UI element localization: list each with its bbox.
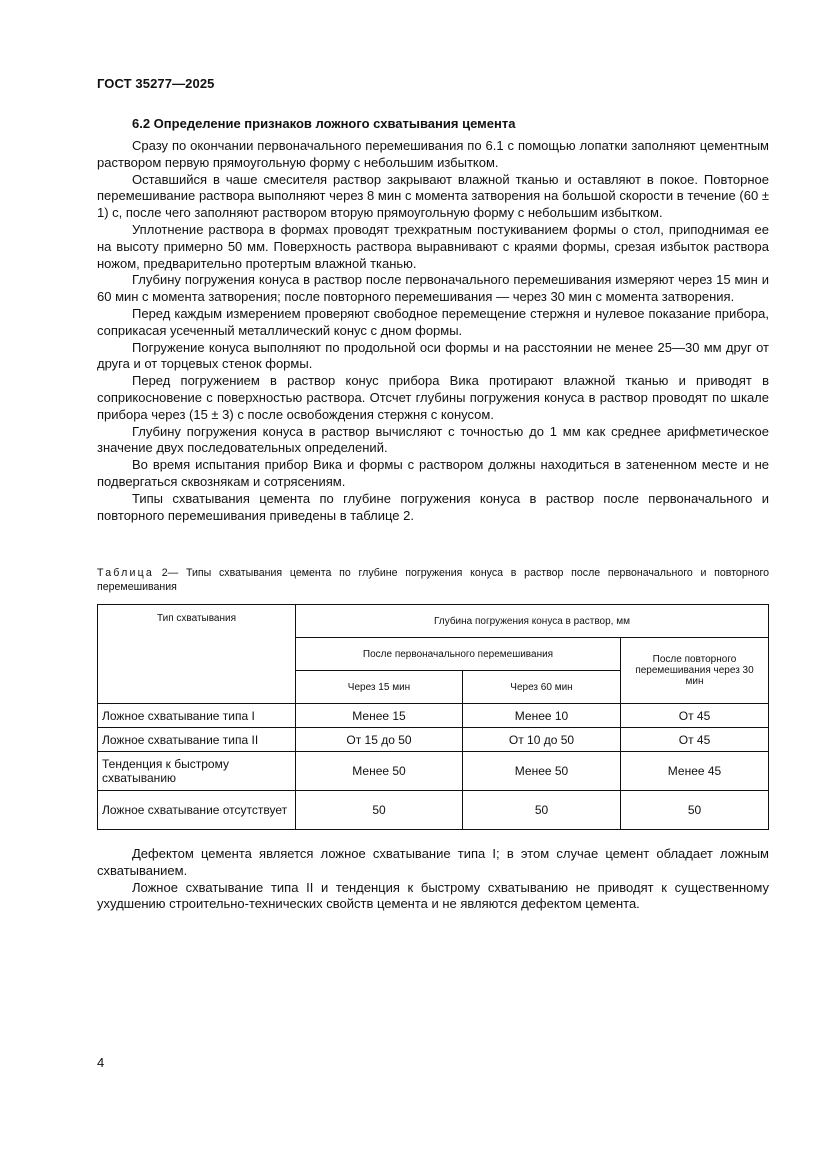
header-after-15-min: Через 15 мин	[296, 671, 463, 704]
cell-60-min: 50	[463, 791, 621, 830]
cell-15-min: От 15 до 50	[296, 728, 463, 752]
paragraph: Погружение конуса выполняют по продольной оси формы и на расстоянии не менее 25—30 мм друг от друга и от торцевых стенок формы.	[97, 339, 769, 372]
cell-60-min: Менее 50	[463, 752, 621, 791]
header-repeat-mixing: После повторного перемешивания через 30 мин	[621, 638, 769, 704]
cell-60-min: Менее 10	[463, 704, 621, 728]
body-text	[97, 138, 769, 524]
paragraph: Типы схватывания цемента по глубине погружения конуса в раствор после первоначального и повторного перемешивания приведены в таблице 2.	[97, 490, 769, 523]
paragraph: Перед погружением в раствор конус прибора Вика протирают влажной тканью и приводят в соприкосновение с поверхностью раствора. Отсчет глубины погружения конуса в раствор проводят по шкале прибора через (15 ± 3) с после освобождения стержня с конусом.	[97, 373, 769, 422]
paragraph: Во время испытания прибор Вика и формы с раствором должны находиться в затененном месте и не подвергаться сквознякам и сотрясениям.	[97, 457, 769, 489]
table-row	[98, 728, 769, 752]
paragraph: Глубину погружения конуса в раствор после первоначального перемешивания измеряют через 15 мин и 60 мин с момента затворения; после повторного перемешивания — через 30 мин с момента затворения.	[97, 272, 769, 305]
page-number: 4	[97, 1055, 105, 1070]
cell-15-min: Менее 50	[296, 752, 463, 791]
paragraph: Уплотнение раствора в формах проводят трехкратным постукиванием формы о стол, приподнимая ее на высоту примерно 50 мм. Поверхность раствора выравнивают с краями формы, срезая избыток раствора ножом, предварительно протертым влажной тканью.	[97, 221, 769, 271]
row-type: Ложное схватывание отсутствует	[98, 791, 296, 830]
row-type: Ложное схватывание типа II	[98, 728, 296, 752]
header-initial-mixing: После первоначального перемешивания	[296, 638, 621, 671]
document-header: ГОСТ 35277—2025	[97, 76, 215, 91]
header-type: Тип схватывания	[98, 605, 296, 704]
cell-30-min: 50	[621, 791, 769, 830]
conclusion-text	[97, 846, 769, 913]
paragraph: Глубину погружения конуса в раствор вычисляют с точностью до 1 мм как среднее арифметическое значение двух последовательных определений.	[97, 423, 769, 456]
paragraph: Сразу по окончании первоначального перемешивания по 6.1 с помощью лопатки заполняют цементным раствором первую прямоугольную форму с небольшим избытком.	[97, 138, 769, 170]
paragraph: Перед каждым измерением проверяют свободное перемещение стержня и нулевое показание прибора, соприкасая усеченный металлический конус с дном формы.	[97, 305, 769, 338]
row-type: Тенденция к быстрому схватыванию	[98, 752, 296, 791]
row-type: Ложное схватывание типа I	[98, 704, 296, 728]
setting-types-table	[97, 604, 769, 830]
header-after-60-min: Через 60 мин	[463, 671, 621, 704]
section-title: 6.2 Определение признаков ложного схватывания цемента	[132, 116, 516, 131]
cell-30-min: От 45	[621, 728, 769, 752]
cell-30-min: Менее 45	[621, 752, 769, 791]
table-caption-text: 2— Типы схватывания цемента по глубине погружения конуса в раствор после первоначального и повторного перемешивания	[97, 567, 769, 593]
table-caption-label: Таблица	[97, 567, 154, 579]
cell-15-min: 50	[296, 791, 463, 830]
table-caption	[97, 566, 769, 594]
table-row	[98, 791, 769, 830]
table-row	[98, 752, 769, 791]
cell-60-min: От 10 до 50	[463, 728, 621, 752]
cell-15-min: Менее 15	[296, 704, 463, 728]
table-row	[98, 704, 769, 728]
cell-30-min: От 45	[621, 704, 769, 728]
header-depth: Глубина погружения конуса в раствор, мм	[296, 605, 769, 638]
paragraph: Оставшийся в чаше смесителя раствор закрывают влажной тканью и оставляют в покое. Повторное перемешивание раствора выполняют через 8 мин с момента затворения на большой скорости в течение (60 ± 1) с, после чего заполняют раствором вторую прямоугольную форму с небольшим избытком.	[97, 171, 769, 221]
paragraph: Дефектом цемента является ложное схватывание типа I; в этом случае цемент обладает ложным схватыванием.	[97, 846, 769, 878]
paragraph: Ложное схватывание типа II и тенденция к быстрому схватыванию не приводят к существенному ухудшению строительно-технических свойств цемента и не являются дефектом цемента.	[97, 879, 769, 912]
